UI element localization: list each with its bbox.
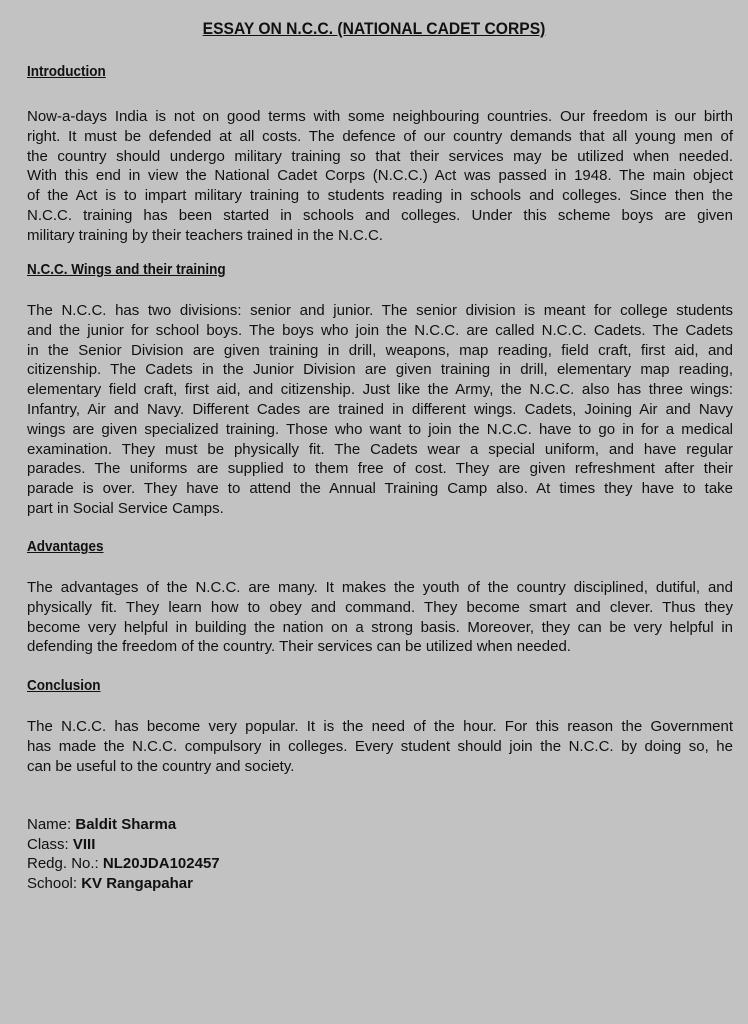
- text-line: wings are given specialized training. Those who want to join the N.C.C. have to go in for a medical: [27, 420, 733, 438]
- paragraph-ncc-wings: [27, 301, 733, 519]
- text-line: examination. They must be physically fit. The Cadets wear a special uniform, and have regular: [27, 440, 733, 458]
- text-line: Now-a-days India is not on good terms with some neighbouring countries. Our freedom is our birth: [27, 108, 733, 125]
- heading-conclusion: Conclusion: [27, 677, 101, 694]
- student-school-row: [27, 874, 220, 894]
- name-label: Name:: [27, 816, 72, 833]
- text-line: N.C.C. training has been started in schools and colleges. Under this scheme boys are given: [27, 206, 733, 224]
- student-redg-row: [27, 854, 220, 874]
- text-line: The N.C.C. has two divisions: senior and junior. The senior division is meant for college students: [27, 302, 733, 319]
- heading-introduction: Introduction: [27, 63, 106, 80]
- text-line: physically fit. They learn how to obey and command. They become smart and clever. Thus they: [27, 598, 733, 616]
- text-line: and the junior for school boys. The boys who join the N.C.C. are called N.C.C. Cadets. The Cadets: [27, 321, 733, 339]
- paragraph-introduction: [27, 107, 733, 246]
- text-line: parade is over. They have to attend the Annual Training Camp also. At times they have to take: [27, 480, 733, 498]
- text-line: military training by their teachers trained in the N.C.C.: [27, 226, 383, 244]
- student-name-row: [27, 815, 220, 835]
- text-line: has made the N.C.C. compulsory in colleges. Every student should join the N.C.C. by doing so, he: [27, 737, 733, 755]
- text-line: right. It must be defended at all costs. The defence of our country demands that all young men of: [27, 127, 733, 145]
- paragraph-advantages: [27, 578, 733, 657]
- school-label: School:: [27, 874, 78, 892]
- paragraph-conclusion: [27, 717, 733, 776]
- student-school: KV Rangapahar: [81, 874, 193, 892]
- essay-title: ESSAY ON N.C.C. (NATIONAL CADET CORPS): [202, 19, 546, 38]
- text-line: The N.C.C. has become very popular. It is the need of the hour. For this reason the Government: [27, 718, 733, 735]
- text-line: become very helpful in building the nation on a strong basis. Moreover, they can be very helpful in: [27, 618, 733, 636]
- heading-ncc-wings: N.C.C. Wings and their training: [27, 261, 226, 278]
- text-line: of the Act is to impart military training to students reading in schools and colleges. Since then the: [27, 187, 733, 205]
- student-class: VIII: [72, 835, 96, 853]
- text-line: can be useful to the country and society.: [27, 757, 295, 775]
- heading-advantages: Advantages: [27, 538, 104, 555]
- student-redg-number: NL20JDA102457: [102, 855, 220, 872]
- redg-label: Redg. No.:: [27, 855, 99, 872]
- student-class-row: [27, 835, 220, 855]
- student-name: Baldit Sharma: [75, 816, 177, 833]
- text-line: The advantages of the N.C.C. are many. It makes the youth of the country disciplined, dutiful, and: [27, 579, 733, 596]
- text-line: in the Senior Division are given training in drill, weapons, map reading, field craft, first aid, and: [27, 341, 733, 359]
- text-line: Infantry, Air and Navy. Different Cades are trained in different wings. Cadets, Joining Air and Navy: [27, 400, 733, 418]
- text-line: parades. The uniforms are supplied to them free of cost. They are given refreshment after their: [27, 460, 733, 478]
- text-line: citizenship. The Cadets in the Junior Division are given training in drill, elementary map reading,: [27, 361, 733, 379]
- text-line: the country should undergo military training so that their services may be utilized when needed.: [27, 147, 733, 165]
- text-line: defending the freedom of the country. Their services can be utilized when needed.: [27, 638, 571, 656]
- class-label: Class:: [27, 835, 69, 853]
- text-line: With this end in view the National Cadet Corps (N.C.C.) Act was passed in 1948. The main object: [27, 167, 733, 185]
- text-line: part in Social Service Camps.: [27, 499, 224, 517]
- student-info: [27, 815, 220, 893]
- text-line: elementary field craft, first aid, and citizenship. Just like the Army, the N.C.C. also has three wings:: [27, 381, 733, 399]
